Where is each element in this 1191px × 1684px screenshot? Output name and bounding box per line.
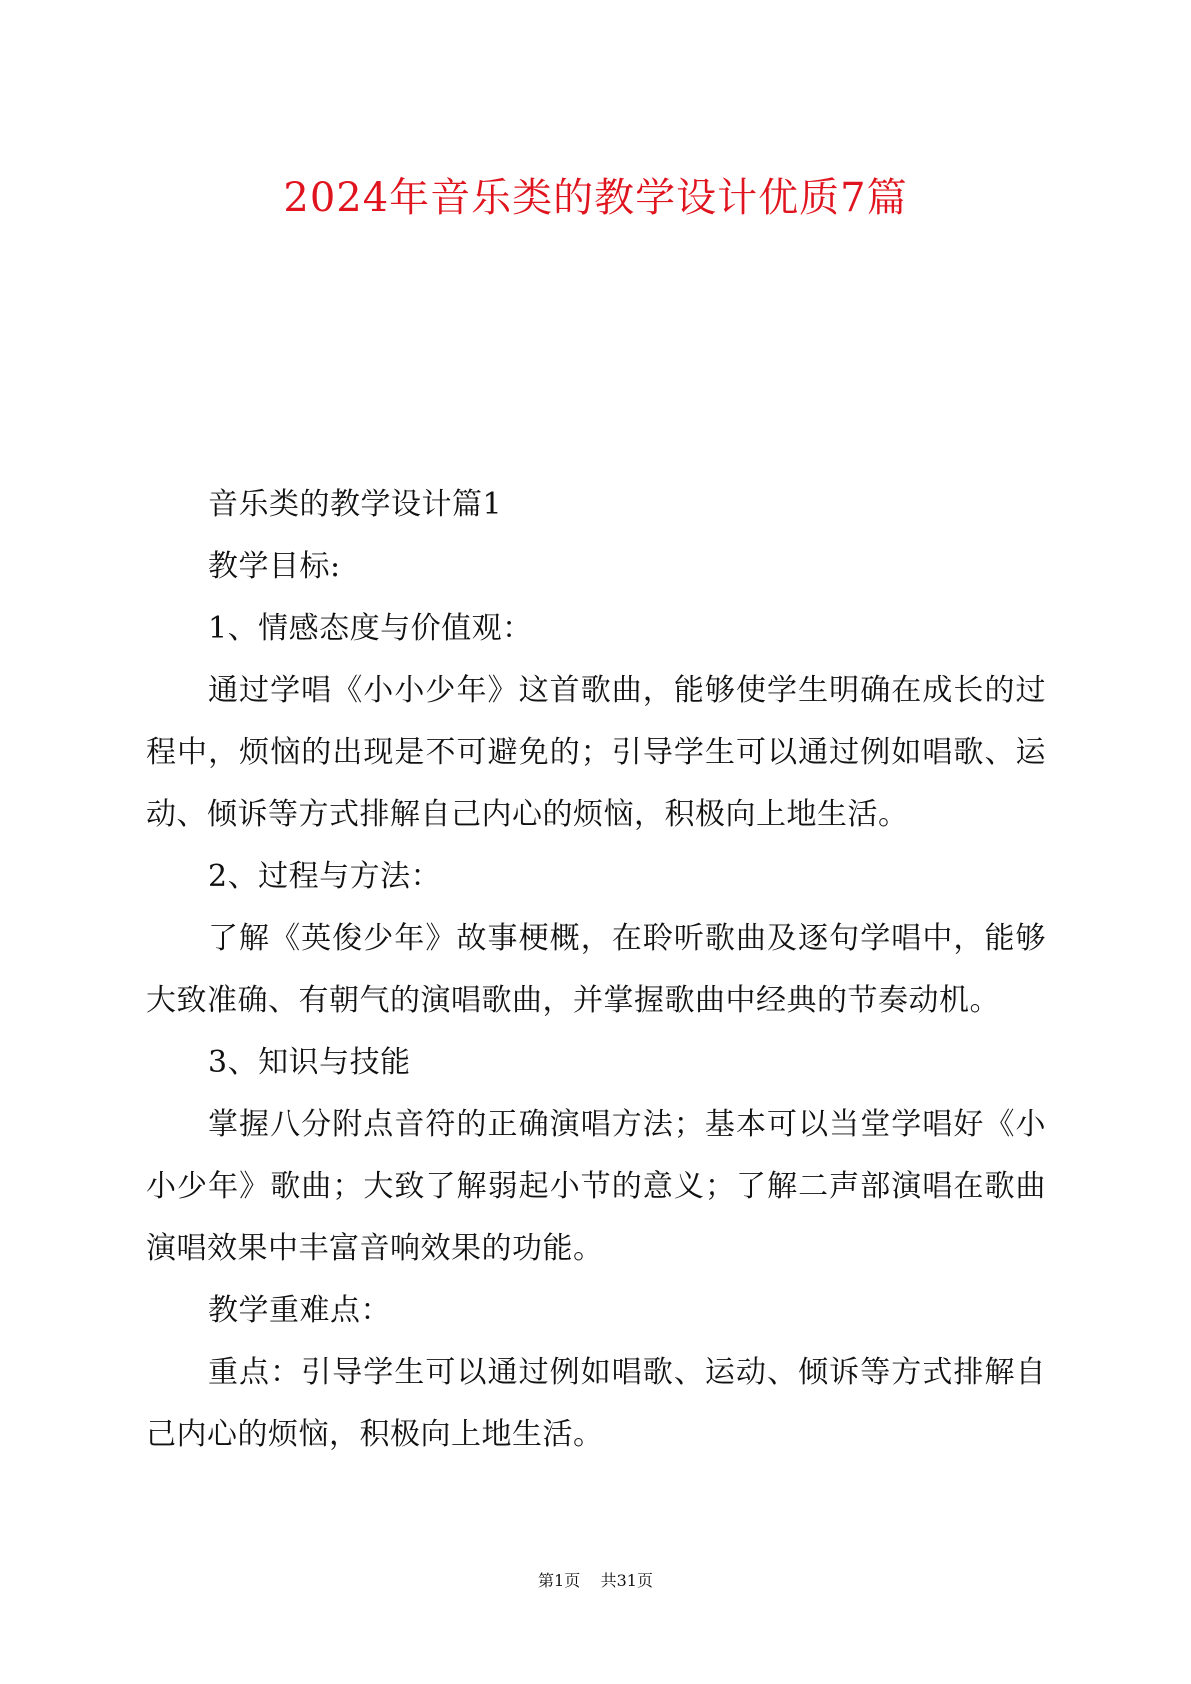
section-heading: 音乐类的教学设计篇1	[208, 487, 503, 522]
paragraph: 教学目标:	[208, 549, 341, 584]
paragraph: 了解《英俊少年》故事梗概，在聆听歌曲及逐句学唱中，能够大致准确、有朝气的演唱歌曲，并掌握歌曲中经典的节奏动机。	[146, 921, 1046, 1018]
paragraph: 1、情感态度与价值观：	[208, 611, 533, 646]
document-title: 2024年音乐类的教学设计优质7篇	[283, 175, 908, 221]
paragraph: 教学重难点：	[208, 1293, 391, 1328]
paragraph: 通过学唱《小小少年》这首歌曲，能够使学生明确在成长的过程中，烦恼的出现是不可避免的；引导学生可以通过例如唱歌、运动、倾诉等方式排解自己内心的烦恼，积极向上地生活。	[146, 673, 1046, 832]
paragraph: 2、过程与方法：	[208, 859, 442, 894]
page-footer	[0, 1571, 1191, 1591]
page-number: 第1页	[538, 1571, 581, 1590]
document-body	[146, 474, 1046, 1466]
paragraph: 掌握八分附点音符的正确演唱方法；基本可以当堂学唱好《小小少年》歌曲；大致了解弱起小节的意义；了解二声部演唱在歌曲演唱效果中丰富音响效果的功能。	[146, 1107, 1046, 1266]
paragraph: 3、知识与技能	[208, 1045, 411, 1080]
total-pages: 共31页	[600, 1571, 653, 1590]
paragraph: 重点：引导学生可以通过例如唱歌、运动、倾诉等方式排解自己内心的烦恼，积极向上地生活。	[146, 1355, 1046, 1452]
